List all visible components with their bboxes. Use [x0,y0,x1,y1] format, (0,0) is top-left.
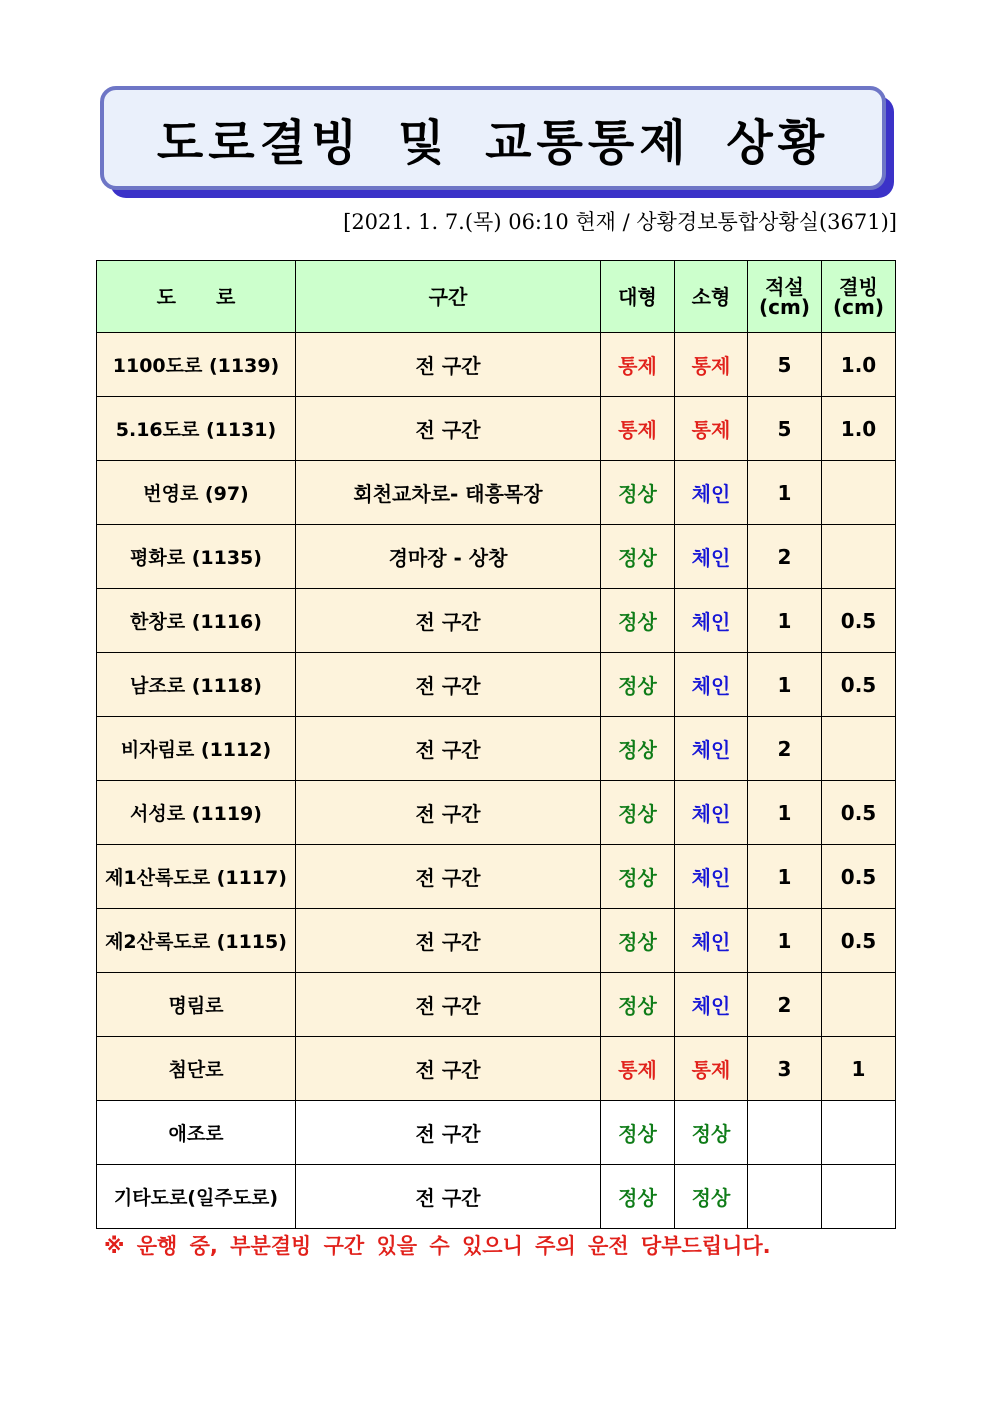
small-vehicle-status-cell: 정상 [675,1165,748,1229]
road-name-cell: 비자림로 (1112) [97,717,296,781]
large-vehicle-status-cell: 통제 [601,397,675,461]
page-title: 도로결빙 및 교통통제 상황 [156,114,830,171]
table-row [97,1165,896,1229]
small-vehicle-status-cell: 체인 [675,461,748,525]
table-row [97,909,896,973]
small-vehicle-status-cell: 체인 [675,909,748,973]
road-name-cell: 첨단로 [97,1037,296,1101]
snow-depth-cell [748,1165,822,1229]
table-row [97,717,896,781]
ice-depth-cell: 0.5 [822,845,896,909]
table-row [97,653,896,717]
snow-depth-cell: 5 [748,333,822,397]
table-row [97,973,896,1037]
report-timestamp: [2021. 1. 7.(목) 06:10 현재 / 상황경보통합상황실(3671)] [343,210,897,234]
snow-depth-cell: 5 [748,397,822,461]
road-name-cell: 1100도로 (1139) [97,333,296,397]
ice-depth-cell [822,525,896,589]
small-vehicle-status-cell: 체인 [675,717,748,781]
ice-depth-cell: 1.0 [822,397,896,461]
section-cell: 전 구간 [296,1037,601,1101]
header-snow-unit: (cm) [759,294,810,319]
large-vehicle-status-cell: 정상 [601,781,675,845]
road-name-cell: 애조로 [97,1101,296,1165]
section-cell: 전 구간 [296,653,601,717]
large-vehicle-status-cell: 정상 [601,461,675,525]
snow-depth-cell: 2 [748,717,822,781]
table-header-row [97,261,896,333]
large-vehicle-status-cell: 정상 [601,845,675,909]
ice-depth-cell: 0.5 [822,589,896,653]
snow-depth-cell: 1 [748,781,822,845]
large-vehicle-status-cell: 정상 [601,1165,675,1229]
road-status-table [96,260,896,1229]
snow-depth-cell: 1 [748,909,822,973]
section-cell: 전 구간 [296,333,601,397]
section-cell: 전 구간 [296,1165,601,1229]
section-cell: 전 구간 [296,909,601,973]
road-name-cell: 기타도로(일주도로) [97,1165,296,1229]
road-name-cell: 평화로 (1135) [97,525,296,589]
large-vehicle-status-cell: 정상 [601,909,675,973]
large-vehicle-status-cell: 통제 [601,1037,675,1101]
small-vehicle-status-cell: 체인 [675,653,748,717]
table-row [97,589,896,653]
small-vehicle-status-cell: 체인 [675,973,748,1037]
ice-depth-cell: 0.5 [822,653,896,717]
ice-depth-cell: 1.0 [822,333,896,397]
header-section: 구간 [296,261,601,333]
road-name-cell: 제2산록도로 (1115) [97,909,296,973]
table-row [97,333,896,397]
section-cell: 전 구간 [296,845,601,909]
small-vehicle-status-cell: 체인 [675,525,748,589]
section-cell: 전 구간 [296,973,601,1037]
road-name-cell: 서성로 (1119) [97,781,296,845]
ice-depth-cell [822,1101,896,1165]
section-cell: 전 구간 [296,781,601,845]
header-small-vehicle: 소형 [675,261,748,333]
large-vehicle-status-cell: 정상 [601,525,675,589]
snow-depth-cell: 2 [748,973,822,1037]
table-row [97,1037,896,1101]
road-name-cell: 제1산록도로 (1117) [97,845,296,909]
table-row [97,525,896,589]
small-vehicle-status-cell: 체인 [675,589,748,653]
table-row [97,1101,896,1165]
road-name-cell: 5.16도로 (1131) [97,397,296,461]
header-snow-label: 적설 [765,274,804,299]
header-large-vehicle: 대형 [601,261,675,333]
snow-depth-cell: 3 [748,1037,822,1101]
ice-depth-cell: 0.5 [822,781,896,845]
ice-depth-cell [822,1165,896,1229]
ice-depth-cell [822,717,896,781]
road-name-cell: 명림로 [97,973,296,1037]
title-banner [100,86,886,190]
table-row [97,397,896,461]
ice-depth-cell [822,973,896,1037]
road-name-cell: 번영로 (97) [97,461,296,525]
header-ice-label: 결빙 [839,274,878,299]
small-vehicle-status-cell: 통제 [675,333,748,397]
ice-depth-cell [822,461,896,525]
ice-depth-cell: 0.5 [822,909,896,973]
table-row [97,781,896,845]
snow-depth-cell: 1 [748,461,822,525]
section-cell: 경마장 - 상창 [296,525,601,589]
caution-notice: ※ 운행 중, 부분결빙 구간 있을 수 있으니 주의 운전 당부드립니다. [104,1234,771,1258]
section-cell: 전 구간 [296,1101,601,1165]
section-cell: 전 구간 [296,717,601,781]
header-road: 도 로 [97,261,296,333]
snow-depth-cell: 1 [748,653,822,717]
large-vehicle-status-cell: 정상 [601,973,675,1037]
title-box [100,86,886,190]
small-vehicle-status-cell: 체인 [675,845,748,909]
small-vehicle-status-cell: 정상 [675,1101,748,1165]
small-vehicle-status-cell: 체인 [675,781,748,845]
large-vehicle-status-cell: 정상 [601,653,675,717]
snow-depth-cell: 2 [748,525,822,589]
large-vehicle-status-cell: 통제 [601,333,675,397]
header-ice-unit: (cm) [833,294,884,319]
road-name-cell: 한창로 (1116) [97,589,296,653]
large-vehicle-status-cell: 정상 [601,589,675,653]
section-cell: 전 구간 [296,589,601,653]
snow-depth-cell: 1 [748,845,822,909]
snow-depth-cell: 1 [748,589,822,653]
snow-depth-cell [748,1101,822,1165]
ice-depth-cell: 1 [822,1037,896,1101]
small-vehicle-status-cell: 통제 [675,1037,748,1101]
road-name-cell: 남조로 (1118) [97,653,296,717]
table-row [97,461,896,525]
section-cell: 회천교차로- 태흥목장 [296,461,601,525]
header-ice-depth [822,261,896,333]
large-vehicle-status-cell: 정상 [601,717,675,781]
large-vehicle-status-cell: 정상 [601,1101,675,1165]
header-snow-depth [748,261,822,333]
section-cell: 전 구간 [296,397,601,461]
table-row [97,845,896,909]
small-vehicle-status-cell: 통제 [675,397,748,461]
